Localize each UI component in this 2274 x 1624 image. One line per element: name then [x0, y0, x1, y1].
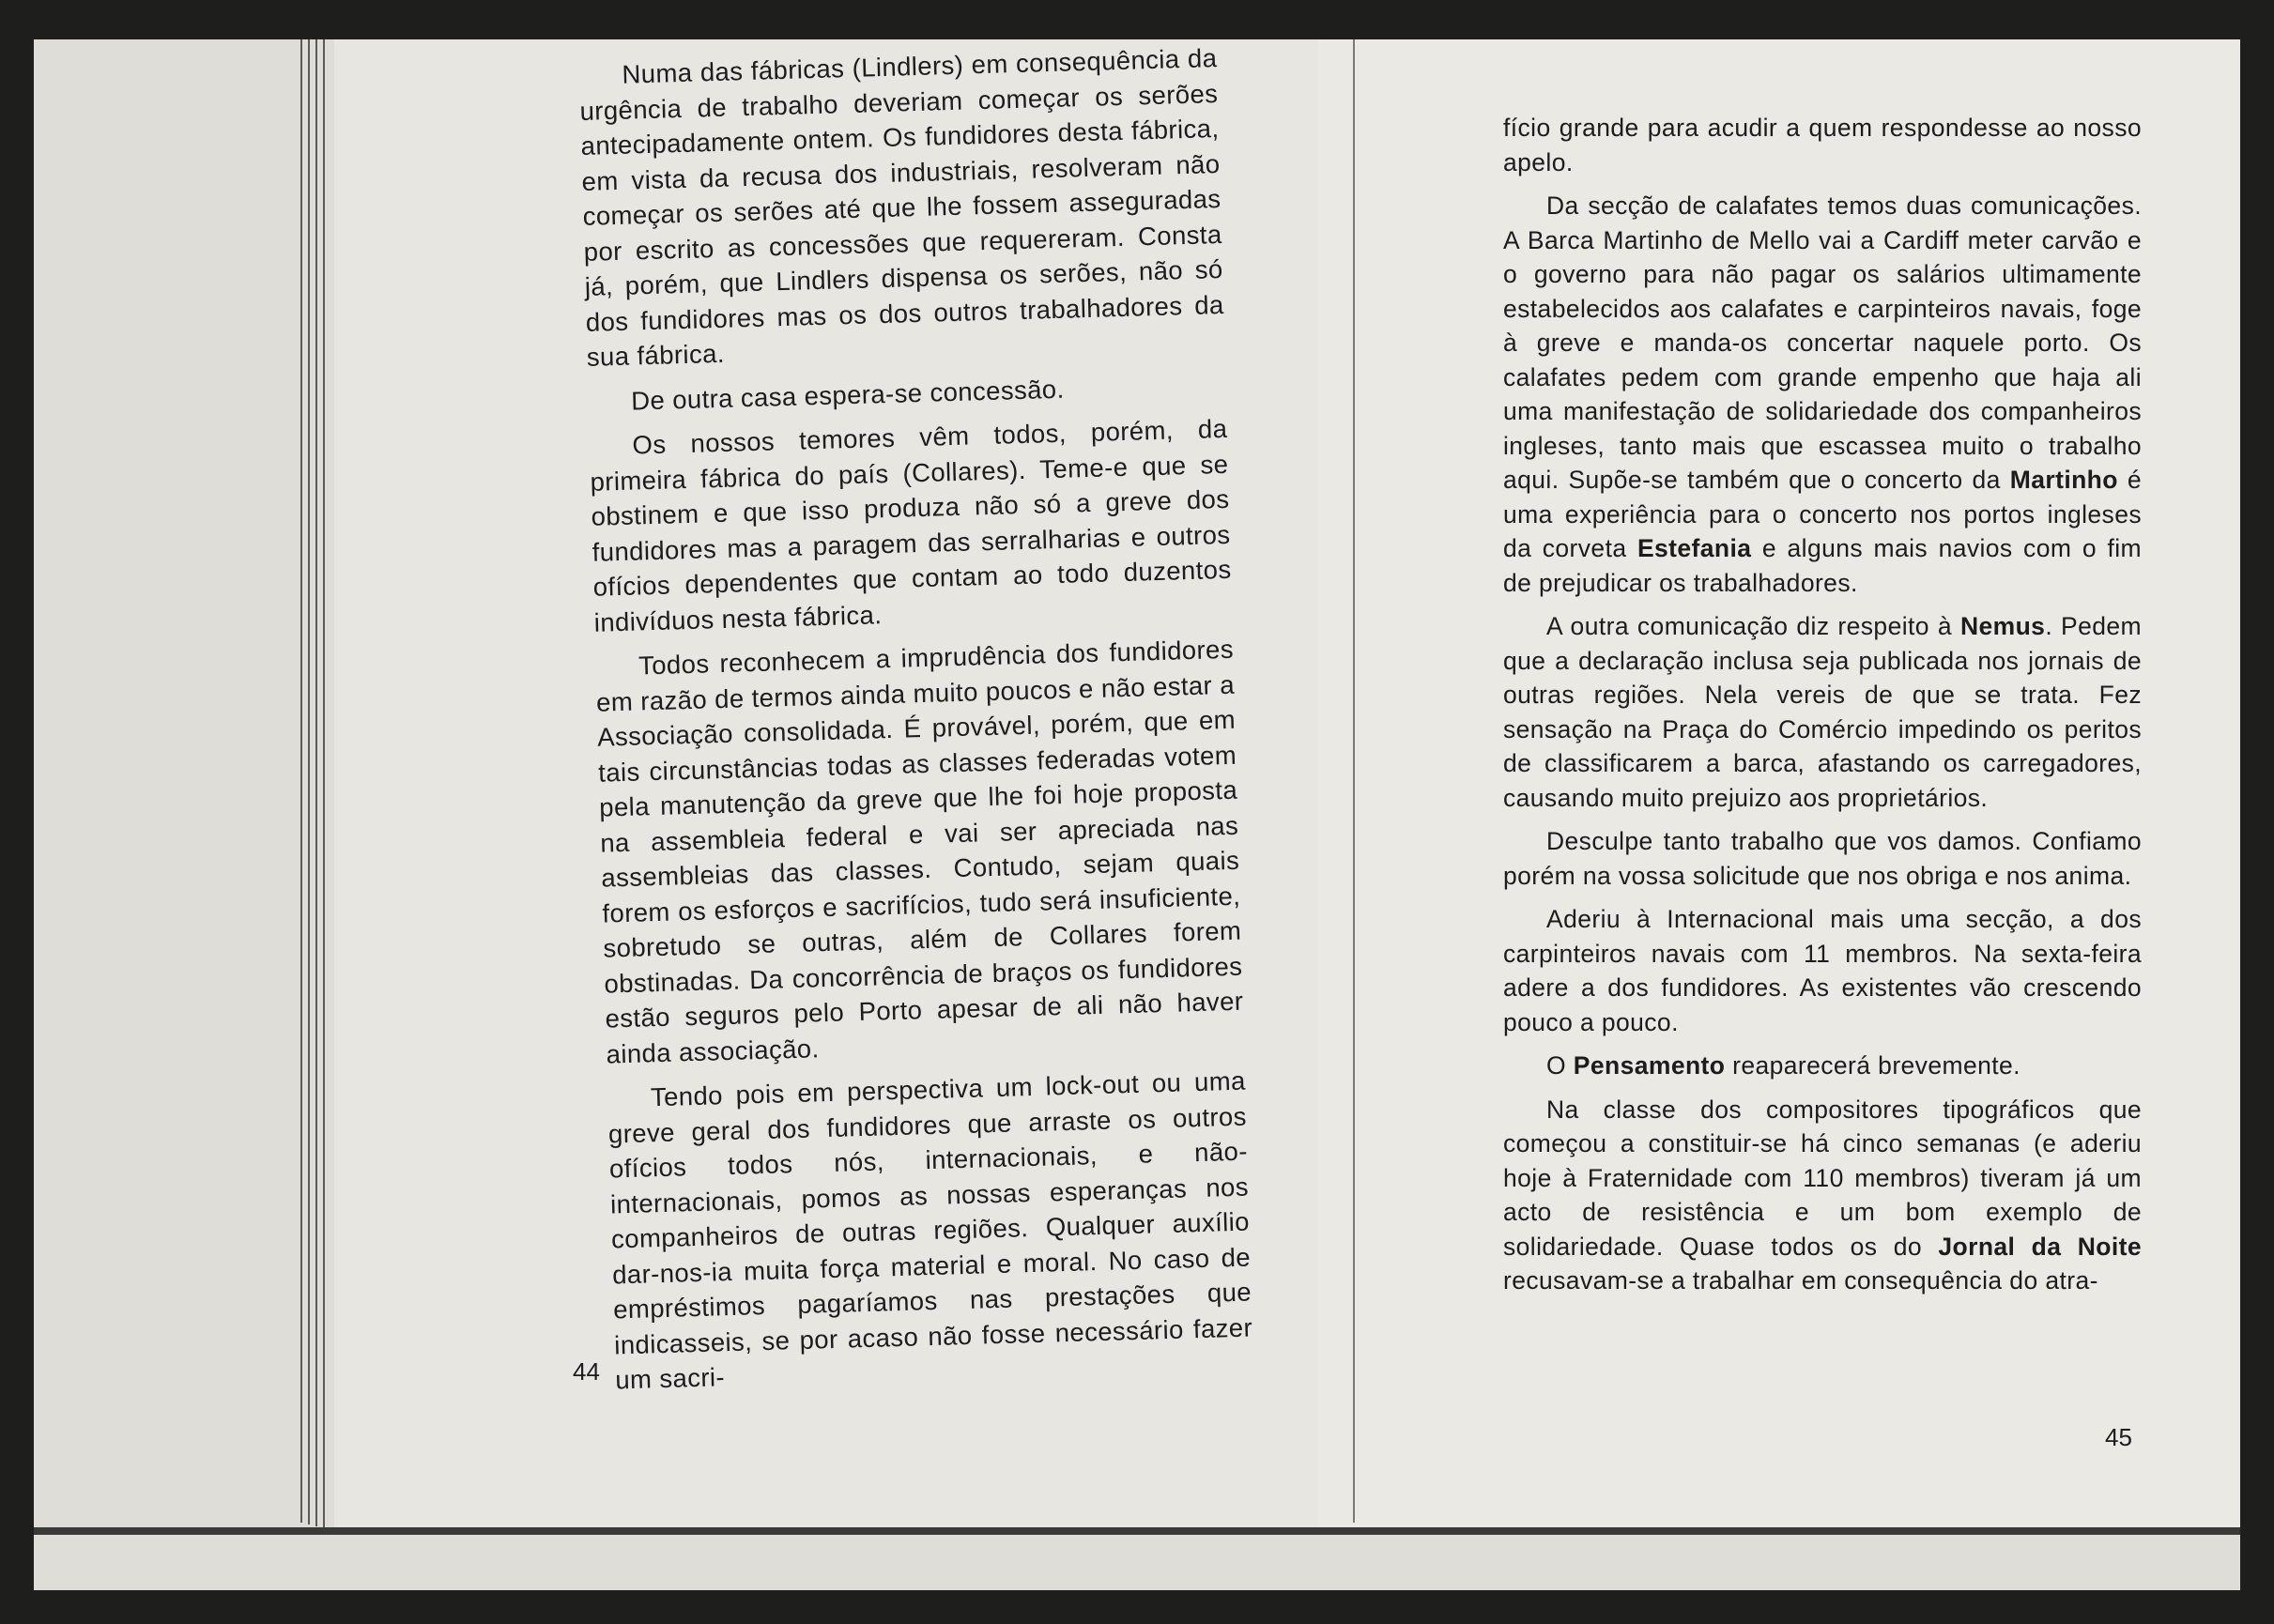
page-edge-line: [308, 39, 310, 1524]
paragraph: Tendo pois em perspectiva um lock-out ou uma greve geral dos fundidores que arraste os outros ofícios todos nós, internacionais, e não-internacionais, pomos as nossas esperanças nos companheiros de outras regiões. Qualquer auxílio dar-nos-ia muita força material e moral. No caso de empréstimos pagaríamos nas prestações que indicasseis, se por acaso não fosse necessário fazer um sacri-: [607, 1065, 1253, 1395]
paragraph: A outra comunicação diz respeito à Nemus. Pedem que a declaração inclusa seja publicada nos jornais de outras regiões. Nela vereis de que se trata. Fez sensação na Praça do Comércio impedindo os peritos de classificarem a barca, afastando os carregadores, causando muito prejuizo aos proprietários.: [1503, 612, 2142, 812]
right-page: [1318, 39, 2240, 1532]
right-page-text: [1503, 111, 2142, 1308]
page-number: 45: [2105, 1423, 2132, 1451]
page-bottom-shadow: [34, 1527, 2240, 1535]
page-number: 44: [573, 1357, 600, 1386]
paragraph: Aderiu à Internacional mais uma secção, a dos carpinteiros navais com 11 membros. Na sexta-feira adere a dos fundidores. As existentes vão crescendo pouco a pouco.: [1503, 905, 2142, 1036]
paragraph: fício grande para acudir a quem respondesse ao nosso apelo.: [1503, 114, 2142, 176]
page-edge-line: [300, 39, 302, 1523]
left-page: [334, 39, 1345, 1527]
left-page-text: [578, 40, 1254, 1407]
book-gutter: [1353, 39, 1355, 1523]
book-spread: [34, 39, 2240, 1590]
paragraph: Da secção de calafates temos duas comunicações. A Barca Martinho de Mello vai a Cardiff meter carvão e o governo para não pagar os salários ultimamente estabelecidos aos calafates e carpinteiros navais, foge à greve e manda-os concertar naquele porto. Os calafates pedem com grande empenho que haja ali uma manifestação de solidariedade dos companheiros ingleses, tanto mais que escassea muito o trabalho aqui. Supõe-se também que o concerto da Martinho é uma experiência para o concerto nos portos ingleses da corveta Estefania e alguns mais navios com o fim de prejudicar os trabalhadores.: [1503, 192, 2142, 597]
paragraph: De outra casa espera-se concessão.: [630, 374, 1065, 416]
paragraph: Os nossos temores vêm todos, porém, da primeira fábrica do país (Collares). Teme-e que se obstinem e que isso produza não só a greve dos fundidores mas a paragem das serralharias e outros ofícios dependentes que contam ao todo duzentos indivíduos nesta fábrica.: [590, 413, 1232, 637]
page-edge-line: [315, 39, 317, 1526]
paragraph: Desculpe tanto trabalho que vos damos. Confiamo porém na vossa solicitude que nos obriga e nos anima.: [1503, 827, 2142, 890]
page-edge-line: [323, 39, 325, 1528]
paragraph: O Pensamento reaparecerá brevemente.: [1546, 1051, 2020, 1080]
paragraph: Numa das fábricas (Lindlers) em consequência da urgência de trabalho deveriam começar os serões antecipadamente ontem. Os fundidores desta fábrica, em vista da recusa dos industriais, resolveram não começar os serões até que lhe fossem asseguradas por escrito as concessões que requereram. Consta já, porém, que Lindlers dispensa os serões, não só dos fundidores mas os dos outros trabalhadores da sua fábrica.: [579, 43, 1225, 372]
paragraph: Na classe dos compositores tipográficos que começou a constituir-se há cinco semanas (e aderiu hoje à Fraternidade com 110 membros) tiveram já um acto de resistência e um bom exemplo de solidariedade. Quase todos os do Jornal da Noite recusavam-se a trabalhar em consequência do atra-: [1503, 1095, 2142, 1295]
paragraph: Todos reconhecem a imprudência dos fundidores em razão de termos ainda muito poucos e não estar a Associação consolidada. É provável, porém, que em tais circunstâncias todas as classes federadas votem pela manutenção da greve que lhe foi hoje proposta na assembleia federal e vai ser apreciada nas assembleias das classes. Contudo, sejam quais forem os esforços e sacrifícios, tudo será insuficiente, sobretudo se outras, além de Collares forem obstinadas. Da concorrência de braços os fundidores estão seguros pelo Porto apesar de ali não haver ainda associação.: [595, 634, 1244, 1069]
